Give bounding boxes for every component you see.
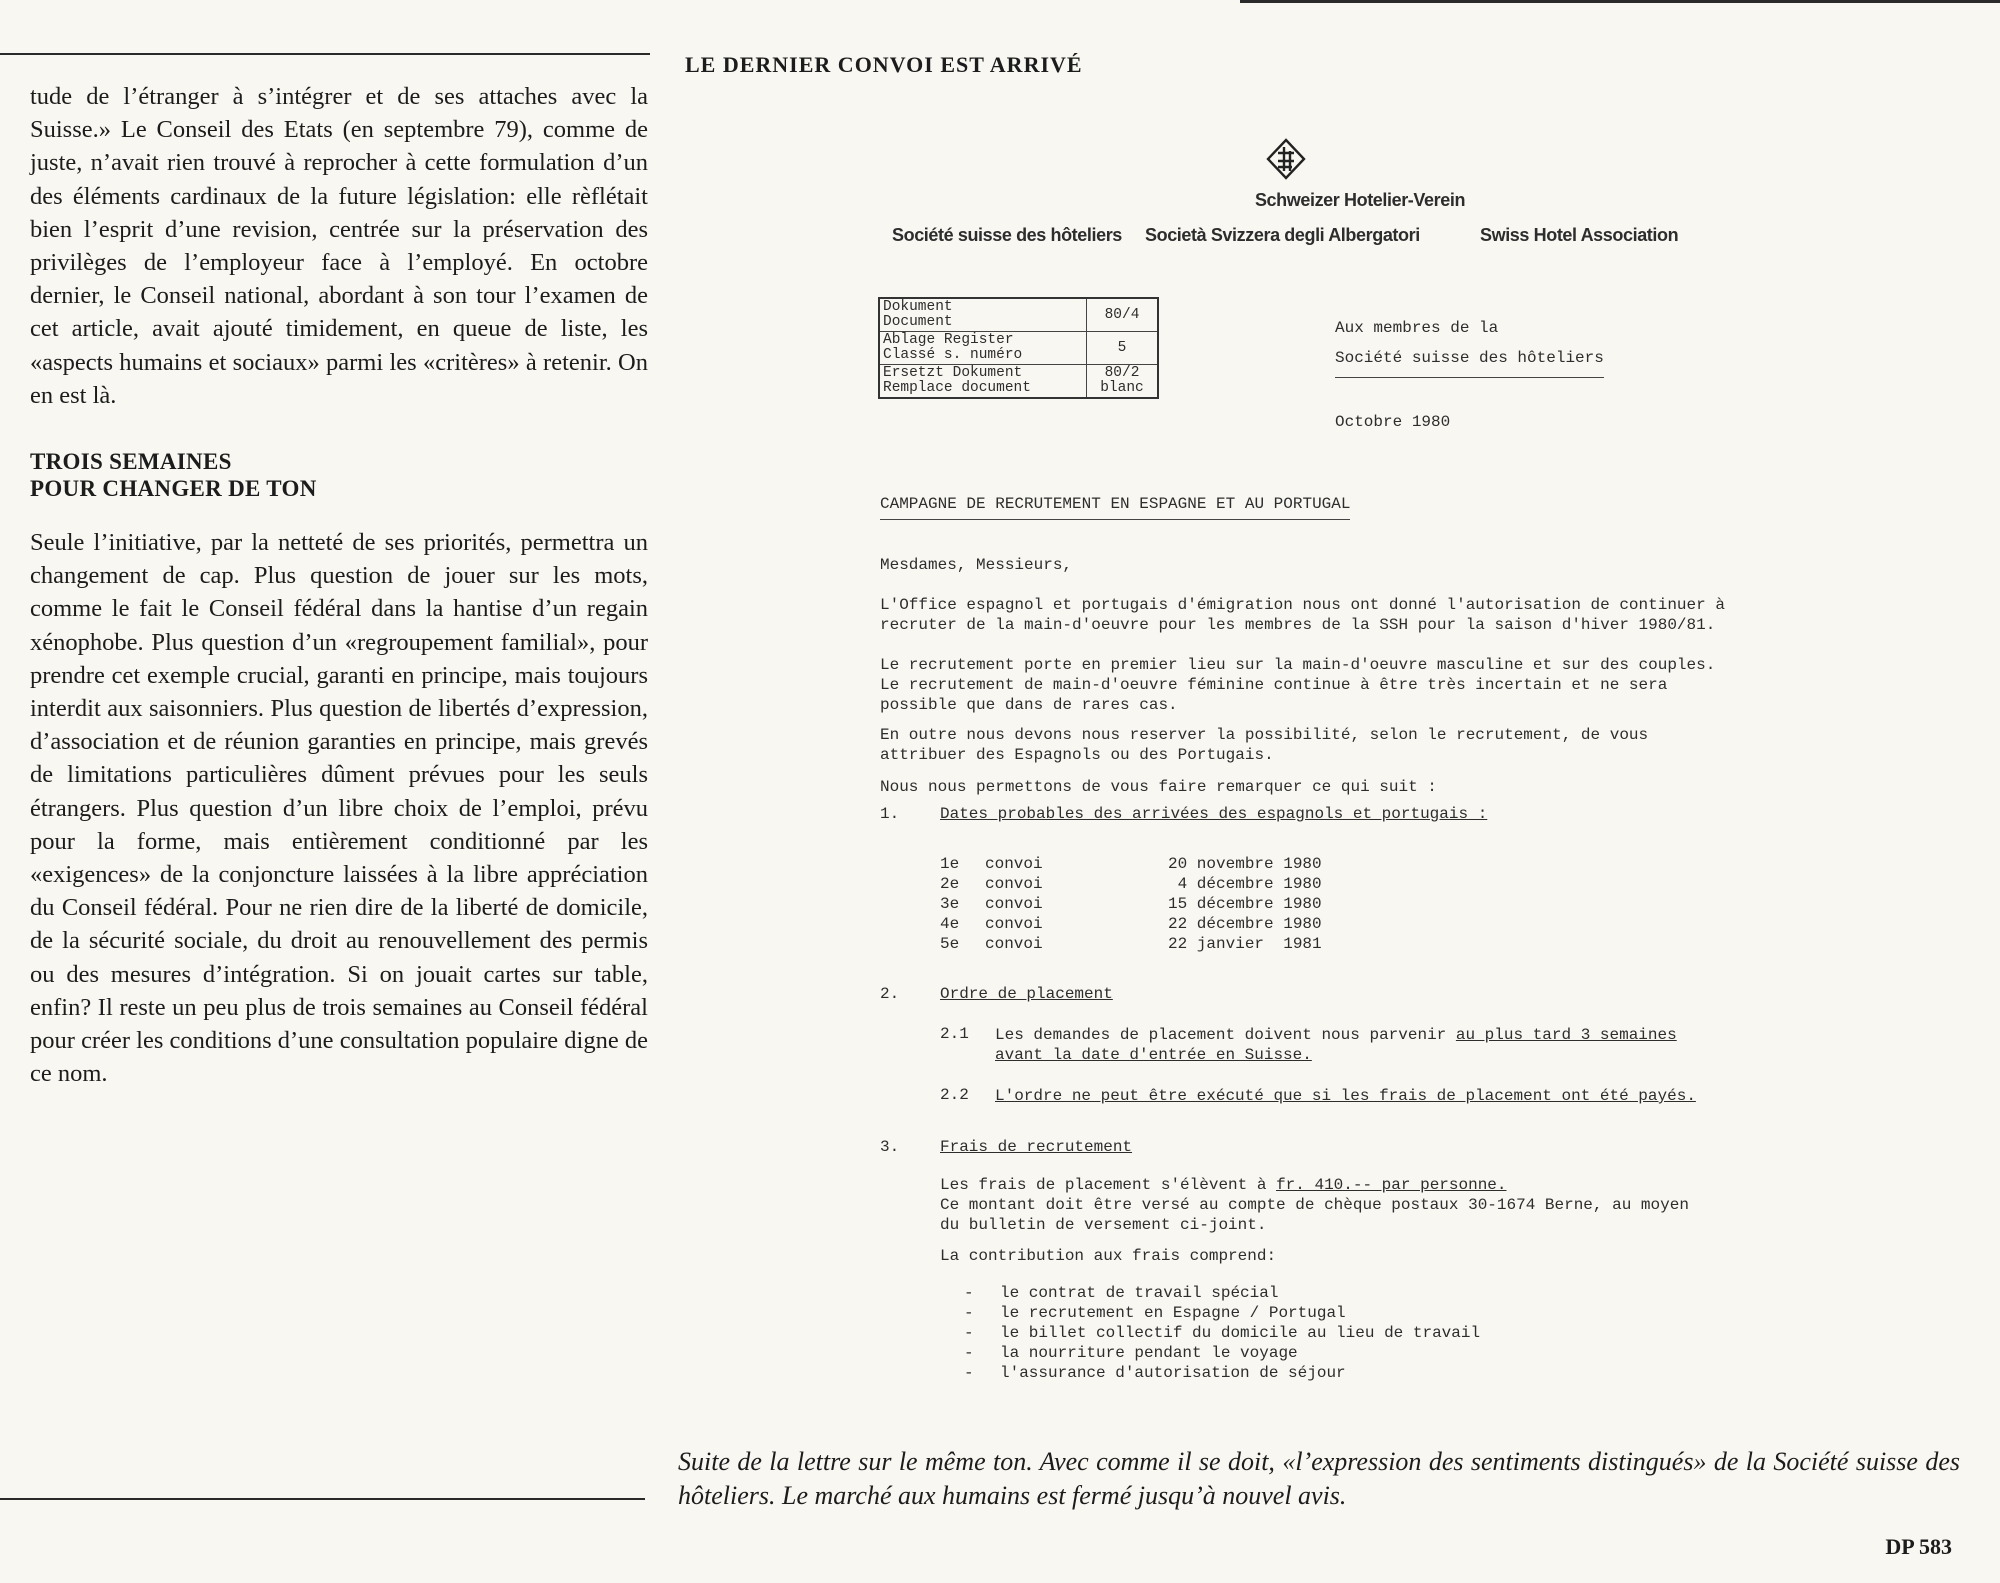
list-item: 5e convoi 22 janvier 1981 <box>940 935 1322 953</box>
table-cell: 80/2 blanc <box>1087 365 1159 399</box>
letter-paragraph: Le recrutement porte en premier lieu sur la main-d'oeuvre masculine et sur des couples. Le recrutement de main-d'oeuvre féminine continue à être très incertain et ne sera possible que dans de rares cas. <box>880 656 1716 714</box>
table-cell: Dokument Document <box>879 298 1087 332</box>
list-item-title: Ordre de placement <box>940 985 1113 1003</box>
list-item-title: Dates probables des arrivées des espagnols et portugais : <box>940 805 1488 823</box>
left-article-column <box>30 80 648 1090</box>
list-item: - le billet collectif du domicile au lieu de travail <box>964 1324 1481 1342</box>
sub-item-text: L'ordre ne peut être exécuté que si les frais de placement ont été payés. <box>995 1087 1696 1105</box>
figure-caption: Suite de la lettre sur le même ton. Avec comme il se doit, «l’expression des sentiments distingués» de la Société suisse des hôteliers. Le marché aux humains est fermé jusqu’à nouvel avis. <box>678 1447 1960 1510</box>
list-number: 3. <box>880 1138 900 1156</box>
fees-paragraph: Les frais de placement s'élèvent à fr. 410.-- par personne. Ce montant doit être versé au compte de chèque postaux 30-1674 Berne, au moyen du bulletin de versement ci-joint. <box>940 1176 1689 1234</box>
contribution-intro: La contribution aux frais comprend: <box>940 1247 1277 1265</box>
table-cell: Ablage Register Classé s. numéro <box>879 332 1087 365</box>
letter-subject: CAMPAGNE DE RECRUTEMENT EN ESPAGNE ET AU PORTUGAL <box>880 495 1350 520</box>
page-number: DP 583 <box>1885 1534 1952 1559</box>
convoy-schedule <box>940 855 1440 955</box>
section-heading-line: POUR CHANGER DE TON <box>30 476 317 502</box>
section-heading-line: TROIS SEMAINES <box>30 449 232 475</box>
org-name-italian: Società Svizzera degli Albergatori <box>1145 225 1420 245</box>
top-rule-right <box>1240 0 2000 3</box>
letter-recipient: Aux membres de la Société suisse des hôteliers <box>1335 313 1604 378</box>
list-item-title: Frais de recrutement <box>940 1138 1133 1156</box>
letter-salutation: Mesdames, Messieurs, <box>880 556 1073 574</box>
sub-item-number: 2.1 <box>940 1025 969 1043</box>
section-heading <box>30 448 648 502</box>
article-paragraph: Seule l’initiative, par la netteté de ses priorités, permettra un changement de cap. Plus question de jouer sur les mots, comme le fait le Conseil fédéral dans la hantise d’un regain xénophobe. Plus question d’un «regroupement familial», pour prendre cet exemple crucial, garanti en principe, mais toujours interdit aux saisonniers. Plus question de libertés d’expression, d’association et de réunion garanties en principe, mais grevés de limitations particulières dûment prévues pour les seuls étrangers. Plus question d’un libre choix de l’emploi, prévu pour la forme, mais entièrement conditionné par les «exigences» de la conjoncture laissées à la libre appréciation du Conseil fédéral. Pour ne rien dire de la liberté de domicile, de la sécurité sociale, du droit au renouvellement des permis ou des mesures d’intégration. Si on jouait cartes sur table, enfin? Il reste un peu plus de trois semaines au Conseil fédéral pour créer les conditions d’une consultation populaire digne de ce nom. <box>30 529 648 1088</box>
hotel-association-logo-icon <box>1264 137 1308 181</box>
list-number: 1. <box>880 805 900 823</box>
article-paragraph: tude de l’étranger à s’intégrer et de ses attaches avec la Suisse.» Le Conseil des Etats (en septembre 79), comme de juste, n’avait rien trouvé à reprocher à cette formulation d’un des éléments cardinaux de la future législation: elle rèflétait bien l’esprit d’une revision, centrée sur la préservation des privilèges de l’employeur face à l’employé. En octobre dernier, le Conseil national, abordant à son tour l’examen de cet article, avait ajouté timidement, en queue de liste, les «aspects humains et sociaux» parmi les «critères» à retenir. On en est là. <box>30 83 648 409</box>
list-item: 1e convoi 20 novembre 1980 <box>940 855 1322 873</box>
table-row <box>879 365 1158 399</box>
sub-item-number: 2.2 <box>940 1086 969 1104</box>
list-item: - le contrat de travail spécial <box>964 1284 1279 1302</box>
letter-paragraph: L'Office espagnol et portugais d'émigration nous ont donné l'autorisation de continuer à recruter de la main-d'oeuvre pour les membres de la SSH pour la saison d'hiver 1980/81. <box>880 596 1725 634</box>
table-cell: 5 <box>1087 332 1159 365</box>
list-item: - l'assurance d'autorisation de séjour <box>964 1364 1346 1382</box>
list-item: 3e convoi 15 décembre 1980 <box>940 895 1322 913</box>
list-item: - la nourriture pendant le voyage <box>964 1344 1298 1362</box>
list-item: 4e convoi 22 décembre 1980 <box>940 915 1322 933</box>
table-row <box>879 298 1158 332</box>
org-name-english: Swiss Hotel Association <box>1480 225 1679 245</box>
table-cell: 80/4 <box>1087 298 1159 332</box>
document-reference-table <box>878 297 1159 399</box>
list-number: 2. <box>880 985 900 1003</box>
bottom-rule-left <box>0 1498 645 1500</box>
sub-item-text: Les demandes de placement doivent nous parvenir au plus tard 3 semaines avant la date d'entrée en Suisse. <box>995 1026 1677 1064</box>
org-name-german: Schweizer Hotelier-Verein <box>1254 190 1466 210</box>
letter-paragraph: En outre nous devons nous reserver la possibilité, selon le recrutement, de vous attribuer des Espagnols ou des Portugais. <box>880 726 1649 764</box>
letter-facsimile <box>880 135 1840 1395</box>
contribution-list <box>964 1283 1481 1383</box>
list-item: 2e convoi 4 décembre 1980 <box>940 875 1322 893</box>
table-row <box>879 332 1158 365</box>
table-cell: Ersetzt Dokument Remplace document <box>879 365 1087 399</box>
letter-paragraph: Nous nous permettons de vous faire remarquer ce qui suit : <box>880 778 1437 796</box>
top-rule-left <box>0 53 650 55</box>
org-name-french: Société suisse des hôteliers <box>892 225 1122 245</box>
list-item: - le recrutement en Espagne / Portugal <box>964 1304 1346 1322</box>
letter-date: Octobre 1980 <box>1335 413 1451 431</box>
article-title: LE DERNIER CONVOI EST ARRIVÉ <box>685 52 1083 77</box>
